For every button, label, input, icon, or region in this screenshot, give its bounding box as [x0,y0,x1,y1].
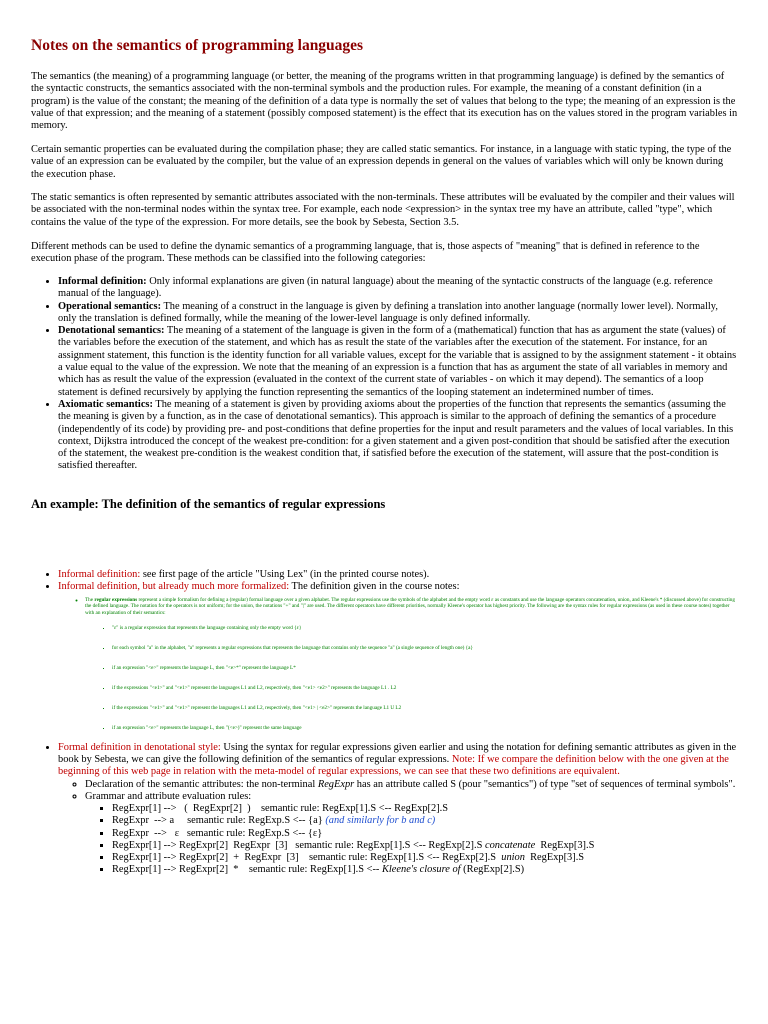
static-semantics-paragraph: Certain semantic properties can be evaluated during the compilation phase; they are called static semantics. For instance, in a language with static typing, the type of the value of an expression can be evaluated by the compiler, but the value of an expression depends in general on the values of variables which will only be known during the execution phase. [31,144,732,180]
page-title: Notes on the semantics of programming languages [31,37,364,54]
course-notes-list [58,597,738,734]
grammar-rule: ▪ RegExpr --> ε semantic rule: RegExp.S <-- {ε} [112,828,738,840]
intro-paragraph: The semantics (the meaning) of a programming language (or better, the meaning of the programs written in that programming language) is defined by the semantics of the syntactic constructs, the semantics associated with the non-terminal symbols and the production rules. For example, the meaning of a constant definition (in a program) is the value of the constant; the meaning of the definition of a data type is normally the set of values that belong to the type; the meaning of an expression is the value of that expression; and the meaning of a statement (possibly composed statement) is the effect that its execution has on the values stored in the program variables in memory. [31,71,738,132]
course-note-text: represent a simple formalism for defining a (regular) formal language over a given alphabet. The regular expressions use the symbols of the alphabet and the empty word ε as constants and use the language operators concatenation, union, and Kleene's * (discussed above) for constructing the defined language. The notation for the operators is not uniform; for the union, the notations "+" and "|" are used. The different operators have different priorities, normally Kleene's operator has highest priority. The following are the syntax rules for regular expressions (as used in these course notes) together with an explanation of their semantics: [85,596,735,616]
rule-text: RegExpr --> a semantic rule: RegExp.S <-- {a} [112,815,323,827]
list-item [58,399,738,473]
informal-label: Informal definition: [58,569,141,580]
grammar-rule: ▪ RegExpr[1] --> ( RegExpr[2] ) semantic rule: RegExp[1].S <-- RegExp[2].S [112,803,738,815]
informal-text: see first page of the article "Using Lex" (in the printed course notes). [140,569,430,580]
list-item [58,276,738,301]
formal-label: Formal definition in denotational style: [58,741,221,753]
formal-text: Using the syntax for regular expressions given earlier and using the notation for defining semantic attributes as given in the book by Sebesta, we can give the following definition of the semantics of regular expressions. [58,741,737,766]
course-rule: ▪ "ε" is a regular expression that represents the language containing only the empty word {ε} [112,622,738,634]
method-text: Only informal explanations are given (in natural language) about the meaning of the syntactic constructs of the language (e.g. reference manual of the language). [58,276,713,300]
grammar-rules [85,803,738,876]
method-term: Informal definition: [58,276,147,287]
course-rule: ▪ if the expressions "<e1>" and "<e1>" represent the languages L1 and L2, respectively, then "<e1> <e2>" represents the language L1 . L2 [112,682,738,694]
grammar-rule [112,852,738,864]
grammar-rule [112,815,738,827]
grammar-label: Grammar and attribute evaluation rules: [85,790,252,802]
methods-list [31,276,738,473]
list-item [58,569,738,581]
rule-text: RegExp[3].S [535,839,595,851]
formal-note: Note: If we compare the definition below with the one given at the beginning of this web page in relation with the meta-model of regular expressions, we can see that these two definitions are equivalent. [58,754,729,778]
rule-operator: concatenate [485,839,536,851]
decl-text: Declaration of the semantic attributes: the non-terminal [85,778,318,790]
informal2-label: Informal definition, but already much more formalized: [58,581,290,593]
rule-text: RegExpr[1] --> RegExpr[2] * semantic rule: RegExp[1].S <-- [112,864,382,876]
formal-sublist [58,779,738,877]
decl-text: has an attribute called S (pour "semantics") of type "set of sequences of terminal symbols". [354,778,736,790]
rule-text: (RegExp[2].S) [460,864,525,876]
rule-text: RegExpr[1] --> RegExpr[2] + RegExpr [3] semantic rule: RegExp[1].S <-- RegExp[2].S [112,852,502,864]
list-item [58,301,738,326]
rule-operator: Kleene's closure of [381,864,461,876]
list-item [85,791,738,877]
method-text: The meaning of a construct in the language is given by defining a translation into another language (normally lower level). Normally, only the translation is defined formally, while the meaning of the lower-level language is only defined informally. [58,300,718,324]
list-item [58,742,738,877]
list-item [58,581,738,733]
grammar-rule [112,840,738,852]
method-text: The meaning of a statement of the language is given in the form of a (mathematical) function that has as argument the state (values) of the variables before the execution of the statement, and which has as result the state of the variables after the execution of the statement. For instance, for an assignment statement, this function is the identity function for all variable values, except for the variable that is assigned to by the assignment statement - it obtains a value equal to the value of the expression. We note that the meaning of an expression is a function that has as argument the state of all variables in memory and which has as result the value of the expression (evaluated in the context of the current state of variables - on which it may depend). The semantics of a loop statement is defined recursively by applying the function representing the semantics of the looping statement an indetermined number of times. [58,325,737,398]
methods-paragraph: Different methods can be used to define the dynamic semantics of a programming language, that is, those aspects of "meaning" that is defined in reference to the execution phase of the program. These methods can be classified into the following categories: [31,241,700,265]
attributes-paragraph: The static semantics is often represented by semantic attributes associated with the non-terminals. These attributes will be evaluated by the compiler and their values will be associated with the non-terminal nodes within the syntax tree. For example, each node <expression> in the syntax tree my have an attribute, called "type", which contains the value of the type of the expression. For more details, see the book by Sebesta, Section 3.5. [31,192,735,228]
method-term: Denotational semantics: [58,325,165,337]
rule-text: RegExpr[1] --> RegExpr[2] RegExpr [3] semantic rule: RegExp[1].S <-- RegExp[2].S [112,839,485,851]
method-text: The meaning of a statement is given by providing axioms about the properties of the function that represents the semantics (assuming the the meaning is given by a function, as in the case of denotational semantics). This approach is similar to the approach of defining the semantics of a procedure (independently of its code) by providing pre- and post-conditions that define properties for the input and result parameters and the values of local variables. In this context, Dijkstra introduced the concept of the weakest pre-condition: for a given statement and a given post-condition that should be satisfied after the execution of the statement, the weakest pre-condition is the weakest condition that, if satisfied before the execution of the statement, will assure that the post-condition is satisfied thereafter. [58,398,734,472]
grammar-rule [112,864,738,876]
course-note-term: regular expressions [94,596,138,603]
course-rule: ▪ if an expression "<e>" represents the language L, then "<e>*" represent the language L* [112,662,738,674]
course-rules-list [85,622,738,734]
course-rule: ▪ for each symbol "a" in the alphabet, "a" represents a regular expressions that represents the language that contains only the sequence "a" (a single sequence of length one) {a} [112,642,738,654]
example-heading: An example: The definition of the semantics of regular expressions [31,497,386,511]
method-term: Operational semantics: [58,300,162,312]
rule-text: RegExp[3].S [524,852,585,864]
course-note-text: The [85,596,95,603]
example-list [31,569,738,876]
decl-nonterminal: RegExpr [317,778,355,790]
method-term: Axiomatic semantics: [58,398,153,410]
course-rule: ▪ if an expression "<e>" represents the language L, then "(<e>)" represent the same language [112,722,738,734]
rule-note: (and similarly for b and c) [325,815,436,827]
course-note-intro [85,597,738,734]
course-rule: ▪ if the expressions "<e1>" and "<e1>" represent the languages L1 and L2, respectively, then "<e1> | <e2>" represents the language L1 U L2 [112,702,738,714]
list-item [85,779,738,791]
informal2-text: The definition given in the course notes: [289,581,460,593]
rule-operator: union [501,852,525,864]
list-item [58,325,738,399]
